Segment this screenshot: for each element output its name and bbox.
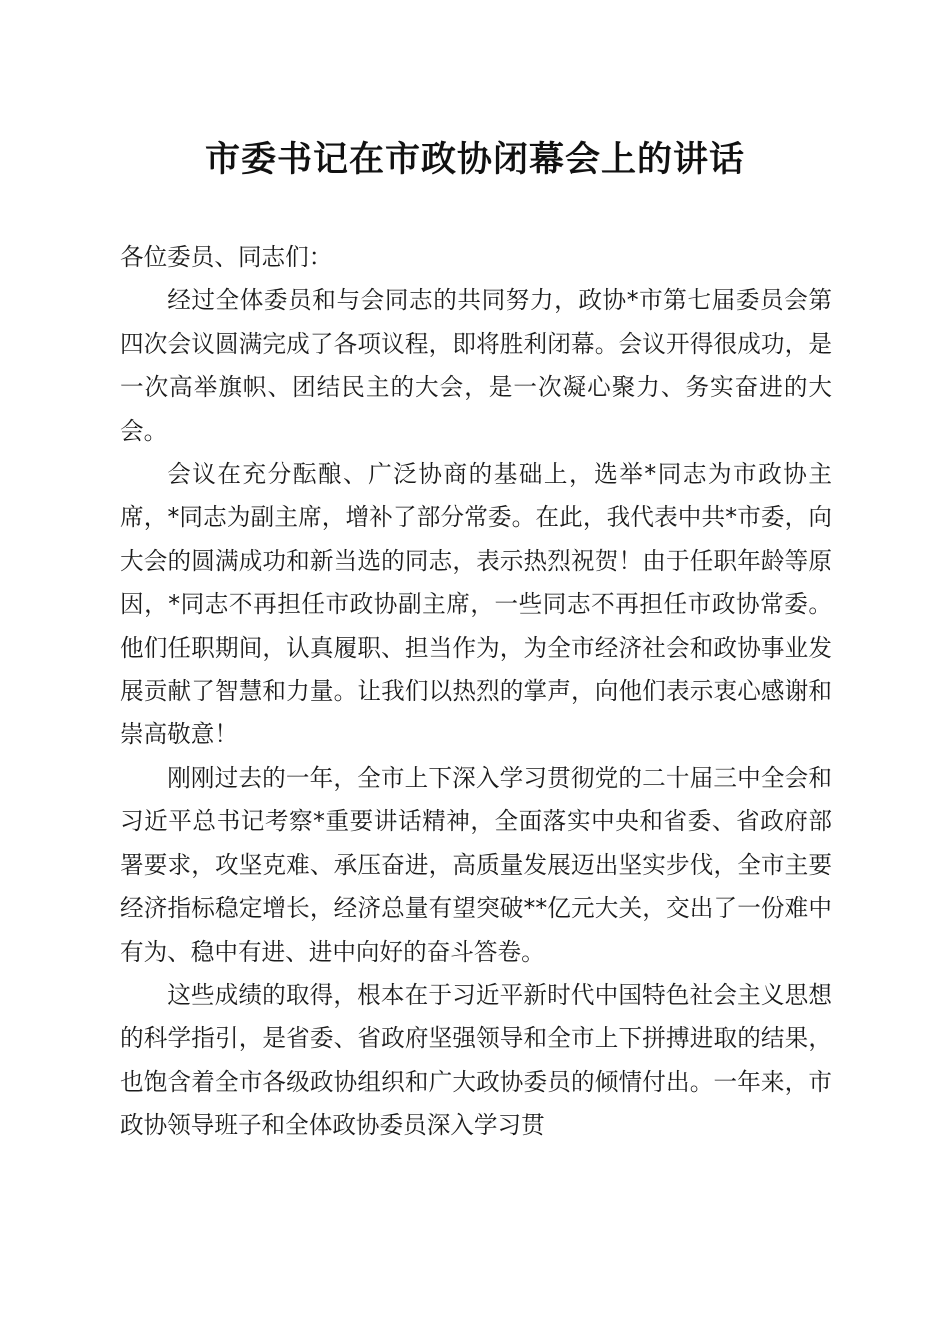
document-title: 市委书记在市政协闭幕会上的讲话 (204, 139, 745, 180)
paragraph-4: 这些成绩的取得，根本在于习近平新时代中国特色社会主义思想的科学指引，是省委、省政府坚强领导和全市上下拼搏进取的结果，也饱含着全市各级政协组织和广大政协委员的倾情付出。一年来，市政协领导班子和全体政协委员深入学习贯 (120, 980, 832, 1140)
salutation: 各位委员、同志们： (120, 243, 333, 271)
paragraph-1: 经过全体委员和与会同志的共同努力，政协*市第七届委员会第四次会议圆满完成了各项议程，即将胜利闭幕。会议开得很成功，是一次高举旗帜、团结民主的大会，是一次凝心聚力、务实奋进的大会。 (120, 286, 832, 445)
paragraph-3: 刚刚过去的一年，全市上下深入学习贯彻党的二十届三中全会和习近平总书记考察*重要讲话精神，全面落实中央和省委、省政府部署要求，攻坚克难、承压奋进，高质量发展迈出坚实步伐，全市主要经济指标稳定增长，经济总量有望突破**亿元大关，交出了一份难中有为、稳中有进、进中向好的奋斗答卷。 (120, 763, 832, 966)
paragraph-2: 会议在充分酝酿、广泛协商的基础上，选举*同志为市政协主席，*同志为副主席，增补了部分常委。在此，我代表中共*市委，向大会的圆满成功和新当选的同志，表示热烈祝贺！由于任职年龄等原因，*同志不再担任市政协副主席，一些同志不再担任市政协常委。他们任职期间，认真履职、担当作为，为全市经济社会和政协事业发展贡献了智慧和力量。让我们以热烈的掌声，向他们表示衷心感谢和崇高敬意！ (120, 460, 832, 749)
document-body (120, 236, 832, 1148)
